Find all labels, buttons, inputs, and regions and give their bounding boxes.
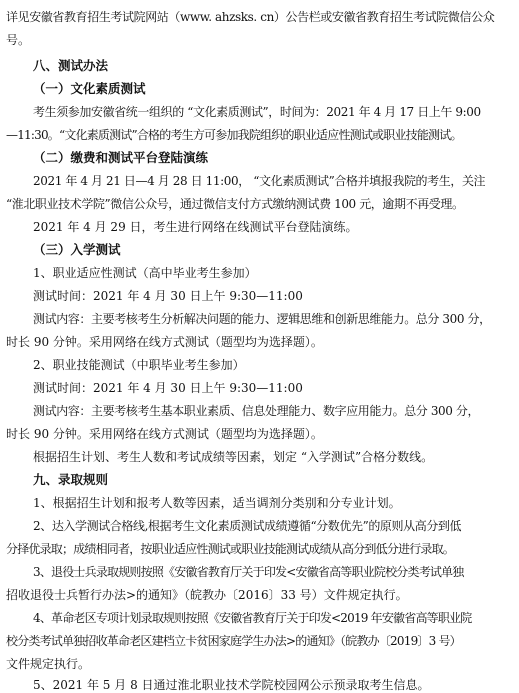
body-text-line: 校分类考试单独招收革命老区建档立卡贫困家庭学生办法>的通知》（皖教办〔2019〕3 号） — [6, 634, 461, 648]
body-text-line: 2021 年 4 月 29 日，考生进行网络在线测试平台登陆演练。 — [33, 220, 358, 234]
body-text-line: 2021 年 4 月 21 日—4 月 28 日 11:00， “文化素质测试”合格并填报我院的考生，关注 — [33, 174, 486, 188]
body-text-line: 时长 90 分钟。采用网络在线方式测试（题型均为选择题）。 — [6, 335, 323, 349]
body-text-line: 考生须参加安徽省统一组织的 “文化素质测试”，时间为：2021 年 4 月 17 日上午 9:00 — [33, 105, 481, 119]
body-text-line: 时长 90 分钟。采用网络在线方式测试（题型均为选择题）。 — [6, 427, 323, 441]
body-text-line: 文件规定执行。 — [6, 657, 91, 671]
body-text-line: 分择优录取；成绩相同者，按职业适应性测试或职业技能测试成绩从高分到低分进行录取。 — [6, 542, 455, 556]
body-text-line: 4、革命老区专项计划录取规则按照《安徽省教育厅关于印发<2019 年安徽省高等职业院 — [33, 611, 472, 625]
subsection-heading: （二）缴费和测试平台登陆演练 — [33, 150, 209, 165]
body-text-line: 1、职业适应性测试（高中毕业考生参加） — [33, 266, 257, 280]
subsection-heading: （三）入学测试 — [33, 242, 121, 257]
body-text-line: 测试内容：主要考核考生分析解决问题的能力、逻辑思维和创新思维能力。总分 300 分， — [33, 312, 491, 326]
section-heading: 九、录取规则 — [33, 472, 109, 487]
body-text-line: 测试时间：2021 年 4 月 30 日上午 9:30—11:00 — [33, 289, 303, 303]
body-text-line: 详见安徽省教育招生考试院网站（www. ahzsks. cn）公告栏或安徽省教育招生考试院微信公众 — [6, 10, 495, 24]
body-text-line: 招收退役士兵暂行办法>的通知》（皖教办〔2016〕33 号）文件规定执行。 — [6, 588, 408, 602]
body-text-line: 2、职业技能测试（中职毕业考生参加） — [33, 358, 245, 372]
body-text-line: —11:30。“文化素质测试”合格的考生方可参加我院组织的职业适应性测试或职业技能测试。 — [6, 128, 462, 142]
body-text-line: 根据招生计划、考生人数和考试成绩等因素，划定 “入学测试”合格分数线。 — [33, 450, 434, 464]
body-text-line: 2、达入学测试合格线,根据考生文化素质测试成绩遵循“分数优先”的原则从高分到低 — [33, 519, 462, 533]
subsection-heading: （一）文化素质测试 — [33, 81, 146, 96]
body-text-line: 测试内容：主要考核考生基本职业素质、信息处理能力、数字应用能力。总分 300 分， — [33, 404, 480, 418]
body-text-line: 测试时间：2021 年 4 月 30 日上午 9:30—11:00 — [33, 381, 303, 395]
section-heading: 八、测试办法 — [33, 58, 109, 73]
body-text-line: 1、根据招生计划和报考人数等因素，适当调剂分类别和分专业计划。 — [33, 496, 401, 510]
body-text-line: “淮北职业技术学院”微信公众号，通过微信支付方式缴纳测试费 100 元，逾期不再受理。 — [6, 197, 464, 211]
body-text-line: 号。 — [6, 33, 31, 47]
body-text-line: 5、2021 年 5 月 8 日通过淮北职业技术学院校园网公示预录取考生信息。 — [33, 678, 430, 692]
body-text-line: 3、退役士兵录取规则按照《安徽省教育厅关于印发<安徽省高等职业院校分类考试单独 — [33, 565, 464, 579]
